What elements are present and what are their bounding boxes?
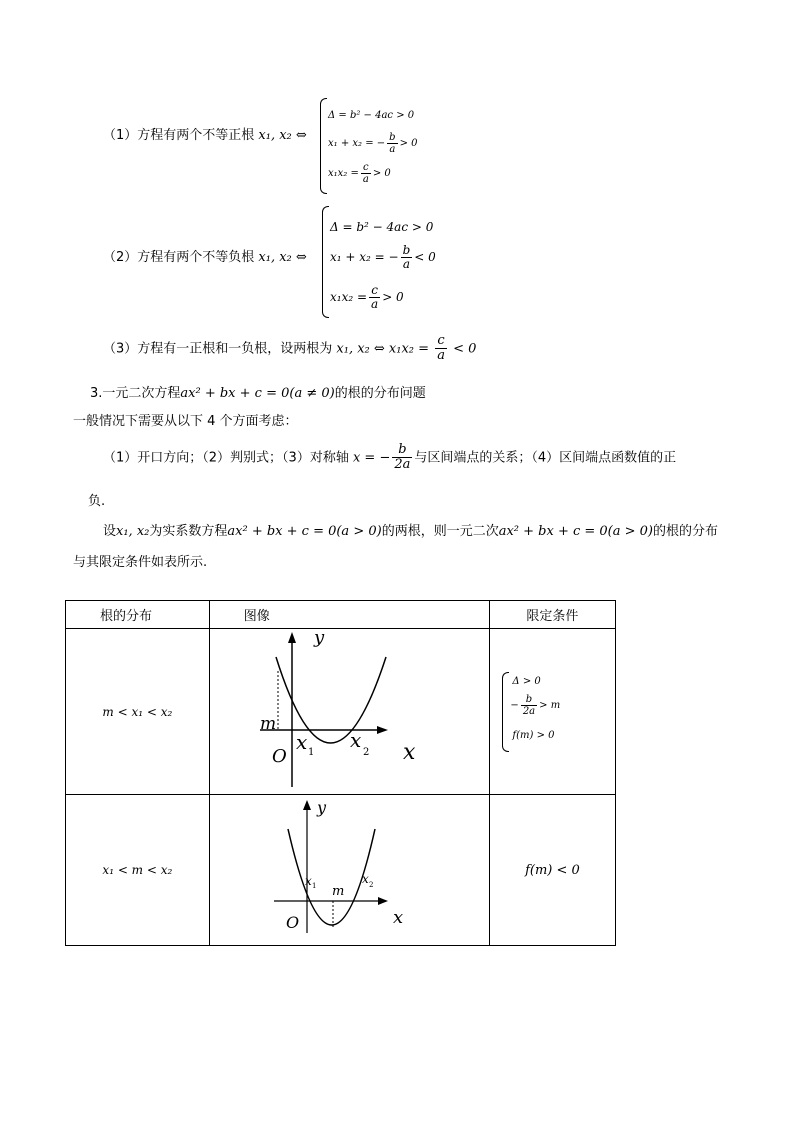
cond2-line <box>103 246 307 265</box>
cond1-delta: Δ = b² − 4ac > 0 <box>328 110 415 121</box>
cond2-lead: （2）方程有两个不等负根 <box>103 250 255 265</box>
intro-line2: 与其限定条件如表所示. <box>73 555 208 570</box>
general-text: 一般情况下需要从以下 4 个方面考虑： <box>73 414 298 429</box>
row1-conditions <box>489 629 615 795</box>
row1-x2-label: x <box>349 728 362 752</box>
row2-x2-label: x <box>361 872 369 886</box>
row1-x1-sub: 1 <box>307 747 315 758</box>
root-distribution-table <box>65 600 616 946</box>
cond3-frac: $\frac{c}{a}$ <box>437 333 445 364</box>
cond2-product: x₁x₂ = $\frac{c}{a}$ > 0 <box>330 283 404 312</box>
row1-x-arrow <box>377 726 388 734</box>
aspects-cont: 负. <box>88 494 106 509</box>
row1-x1-label: x <box>295 730 308 754</box>
row2-x-label: x <box>392 907 403 928</box>
row2-origin-label: O <box>285 913 299 932</box>
cond2-brace <box>322 206 329 318</box>
section3-heading: 3.一元二次方程ax² + bx + c = 0(a ≠ 0)的根的分布问题 <box>90 386 426 401</box>
cond3-line <box>103 334 476 364</box>
table-row <box>66 629 616 795</box>
row1-cond-system <box>502 672 602 752</box>
row2-x1-label: x <box>304 874 312 888</box>
header-conditions: 限定条件 <box>489 601 615 629</box>
row1-x-label: x <box>402 740 416 765</box>
cond2-system <box>322 206 436 318</box>
cond1-system <box>320 98 420 194</box>
row1-graph-svg <box>210 629 466 794</box>
row1-y-label: y <box>313 629 324 648</box>
cond1-lead: （1）方程有两个不等正根 <box>103 128 255 143</box>
row1-x2-sub: 2 <box>362 747 370 758</box>
row2-x-arrow <box>378 897 388 905</box>
row1-cond-delta: Δ > 0 <box>512 675 541 687</box>
cond2-delta: Δ = b² − 4ac > 0 <box>330 220 434 234</box>
row2-m-label: m <box>331 884 345 899</box>
row1-cond-fm: f(m) > 0 <box>512 729 555 741</box>
intro-line1: 设x₁, x₂为实系数方程ax² + bx + c = 0(a > 0)的两根，则一元二次ax² + bx + c = 0(a > 0)的根的分布 <box>103 524 719 539</box>
row2-conditions: f(m) < 0 <box>489 795 615 946</box>
row2-x1-sub: 1 <box>311 882 317 890</box>
header-distribution: 根的分布 <box>66 601 210 629</box>
row1-y-arrow <box>288 632 296 643</box>
cond1-sum: x₁ + x₂ = − $\frac{b}{a}$ > 0 <box>328 132 418 155</box>
row1-graph <box>209 629 489 795</box>
cond1-brace <box>320 98 327 194</box>
table-row <box>66 795 616 946</box>
row1-m-label: m <box>259 714 276 734</box>
cond1-line <box>103 124 307 143</box>
header-graph: 图像 <box>209 601 489 629</box>
row2-y-arrow <box>303 800 311 810</box>
table-header-row <box>66 601 616 629</box>
aspects-line: （1）开口方向；（2）判别式；（3）对称轴 x = − $\frac{b}{2a}$ 与区间端点的关系；（4）区间端点函数值的正 <box>103 442 677 473</box>
row1-cond-brace <box>502 672 509 752</box>
cond3-tail: < 0 <box>453 341 477 357</box>
cond1-product: x₁x₂ = $\frac{c}{a}$ > 0 <box>328 162 391 185</box>
row2-distribution: x₁ < m < x₂ <box>66 795 210 946</box>
row1-cond-axis: − $\frac{b}{2a}$ > m <box>510 693 561 717</box>
row1-origin-label: O <box>271 746 287 767</box>
row2-graph <box>209 795 489 946</box>
cond3-lead: （3）方程有一正根和一负根，设两根为 <box>103 341 333 357</box>
row2-graph-svg <box>210 795 466 945</box>
row1-distribution: m < x₁ < x₂ <box>66 629 210 795</box>
cond2-sum: x₁ + x₂ = − $\frac{b}{a}$ < 0 <box>330 243 436 272</box>
cond1-vars: x₁, x₂ ⇔ <box>258 128 307 143</box>
row2-y-label: y <box>316 798 326 817</box>
row2-x2-sub: 2 <box>368 881 374 889</box>
cond2-vars: x₁, x₂ ⇔ <box>258 250 307 265</box>
cond3-vars: x₁, x₂ ⇔ x₁x₂ = <box>336 341 430 357</box>
